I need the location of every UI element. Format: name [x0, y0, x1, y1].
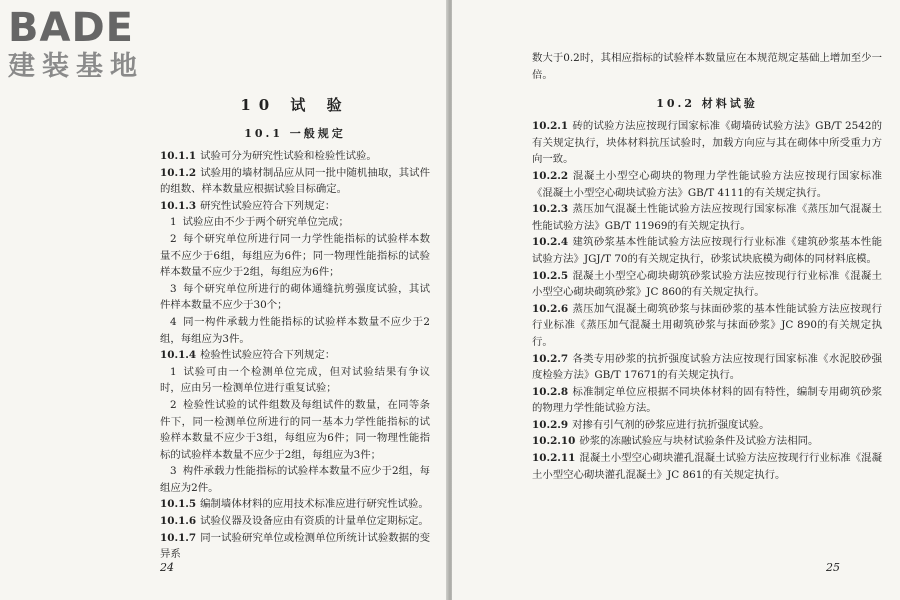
clause-10-1-3: [160, 198, 430, 215]
sub-item-text: 每个研究单位所进行的砌体通缝抗剪强度试验，其试件样本数量不应少于30个；: [160, 282, 430, 312]
clause-10-2-1: [532, 118, 882, 168]
clause-text: 砂浆的冻融试验应与块材试验条件及试验方法相同。: [579, 435, 819, 448]
clause-text: 砖的试验方法应按现行国家标准《砌墙砖试验方法》GB/T 2542的有关规定执行，块体材料抗压试验时，加载方向应与其在砌体中所受重力方向一致。: [532, 120, 882, 166]
clause-number: 10.2.4: [532, 236, 569, 249]
sub-item: [160, 314, 430, 347]
sub-item: [160, 281, 430, 314]
clause-text: 混凝土小型空心砌块的物理力学性能试验方法应按现行国家标准《混凝土小型空心砌块试验方法》GB/T 4111的有关规定执行。: [532, 169, 882, 199]
clause-number: 10.2.10: [532, 435, 576, 448]
clause-number: 10.2.6: [532, 302, 569, 315]
clause-text: 对掺有引气剂的砂浆应进行抗折强度试验。: [572, 418, 770, 431]
page-number-right: 25: [826, 561, 840, 574]
clause-text: 试验仪器及设备应由有资质的计量单位定期标定。: [200, 515, 429, 528]
clause-10-1-5: [160, 496, 430, 513]
clause-text: 编制墙体材料的应用技术标准应进行研究性试验。: [200, 498, 429, 511]
sub-item-text: 检验性试验的试件组数及每组试件的数量，在同等条件下，同一检测单位所进行的同一基本力学性能指标的试验样本数量不应少于3组，每组应为6件；同一物理性能指标的试验样本数量不应少于2组，每组应为3件；: [160, 398, 430, 461]
sub-item-number: 1: [170, 365, 177, 378]
section-title-10-1: 10.1 一般规定: [244, 127, 346, 140]
clause-10-2-11: [532, 450, 882, 483]
sub-item-text: 同一构件承载力性能指标的试验样本数量不应少于2组，每组应为3件。: [160, 315, 430, 345]
sub-item-number: 3: [170, 282, 177, 295]
sub-item-number: 2: [170, 232, 177, 245]
clause-number: 10.1.3: [160, 199, 197, 212]
sub-item-text: 每个研究单位所进行同一力学性能指标的试验样本数量不应少于6组，每组应为6件；同一物理性能指标的试验样本数量不应少于2组，每组应为6件；: [160, 232, 430, 279]
sub-item-text: 试验可由一个检测单位完成，但对试验结果有争议时，应由另一检测单位进行重复试验；: [160, 365, 430, 395]
clause-number: 10.1.4: [160, 349, 197, 362]
watermark-logo: [8, 6, 178, 84]
clause-text: 试验可分为研究性试验和检验性试验。: [200, 150, 377, 162]
clause-text: 混凝土小型空心砌块砌筑砂浆试验方法应按现行行业标准《混凝土小型空心砌块砌筑砂浆》JC 860的有关规定执行。: [532, 269, 882, 299]
sub-item-number: 3: [170, 465, 177, 478]
chapter-title: 10 试 验: [240, 96, 350, 114]
clause-10-1-7: [160, 530, 430, 563]
logo-subtitle: 建装基地: [8, 51, 144, 82]
clause-text: 同一试验研究单位或检测单位所统计试验数据的变异系: [160, 531, 430, 561]
clause-10-2-7: [532, 351, 882, 384]
sub-item: [160, 231, 430, 281]
section-title-10-2: 10.2 材料试验: [656, 97, 758, 111]
clause-text: 蒸压加气混凝土砌筑砂浆与抹面砂浆的基本性能试验方法应按现行行业标准《蒸压加气混凝土用砌筑砂浆与抹面砂浆》JC 890的有关规定执行。: [532, 302, 882, 348]
clause-text: 蒸压加气混凝土性能试验方法应按现行国家标准《蒸压加气混凝土性能试验方法》GB/T 11969的有关规定执行。: [532, 203, 882, 232]
sub-item: [160, 463, 430, 496]
page-number-left: 24: [160, 561, 174, 574]
clause-text: 各类专用砂浆的抗折强度试验方法应按现行国家标准《水泥胶砂强度检验方法》GB/T 17671的有关规定执行。: [532, 352, 882, 382]
sub-item-text: 构件承载力性能指标的试验样本数量不应少于2组，每组应为2件。: [160, 465, 430, 494]
clause-10-2-6: [532, 301, 882, 351]
clause-10-2-9: [532, 417, 882, 434]
clause-10-1-6: [160, 513, 430, 530]
clause-number: 10.2.5: [532, 269, 569, 282]
sub-item-number: 2: [170, 398, 177, 411]
clause-number: 10.2.1: [532, 120, 569, 133]
clause-number: 10.1.1: [160, 150, 197, 162]
clause-text: 研究性试验应符合下列规定：: [200, 199, 336, 212]
right-page: [452, 0, 900, 600]
clause-10-2-2: [532, 168, 882, 201]
clause-10-2-4: [532, 234, 882, 267]
clause-10-1-2: [160, 165, 430, 198]
clause-10-2-3: [532, 201, 882, 234]
clause-number: 10.2.3: [532, 203, 569, 216]
clause-number: 10.2.11: [532, 452, 576, 465]
sub-item: [160, 364, 430, 397]
clause-number: 10.2.2: [532, 169, 569, 182]
logo-wordmark: BADE: [8, 5, 134, 51]
left-page: [0, 0, 448, 600]
continuation-text: 数大于0.2时，其相应指标的试验样本数量应在本规范规定基础上增加至少一倍。: [532, 52, 882, 81]
clause-10-1-1: [160, 148, 430, 165]
clause-10-2-8: [532, 384, 882, 417]
clause-number: 10.1.2: [160, 166, 197, 179]
sub-item-number: 4: [170, 315, 177, 328]
sub-item: [160, 397, 430, 463]
clause-number: 10.1.5: [160, 498, 197, 511]
clause-number: 10.1.7: [160, 531, 197, 544]
clause-text: 试验用的墙材制品应从同一批中随机抽取，其试件的组数、样本数量应根据试验目标确定。: [160, 166, 430, 196]
clause-text: 建筑砂浆基本性能试验方法应按现行行业标准《建筑砂浆基本性能试验方法》JGJ/T 70的有关规定执行，砂浆试块底模为砌体的同材料底模。: [532, 236, 882, 265]
clause-10-2-5: [532, 268, 882, 301]
clause-text: 检验性试验应符合下列规定：: [200, 349, 336, 362]
sub-item-number: 1: [170, 216, 177, 229]
clause-number: 10.1.6: [160, 515, 197, 528]
sub-item: [160, 214, 430, 231]
clause-number: 10.2.9: [532, 418, 569, 431]
clause-10-2-10: [532, 433, 882, 450]
clause-text: 混凝土小型空心砌块灌孔混凝土试验方法应按现行行业标准《混凝土小型空心砌块灌孔混凝土》JC 861的有关规定执行。: [532, 452, 882, 481]
clause-text: 标准制定单位应根据不同块体材料的固有特性，编制专用砌筑砂浆的物理力学性能试验方法。: [532, 385, 882, 415]
clause-number: 10.2.8: [532, 385, 569, 398]
clause-number: 10.2.7: [532, 352, 569, 365]
sub-item-text: 试验应由不少于两个研究单位完成；: [182, 216, 349, 229]
clause-10-1-4: [160, 347, 430, 364]
